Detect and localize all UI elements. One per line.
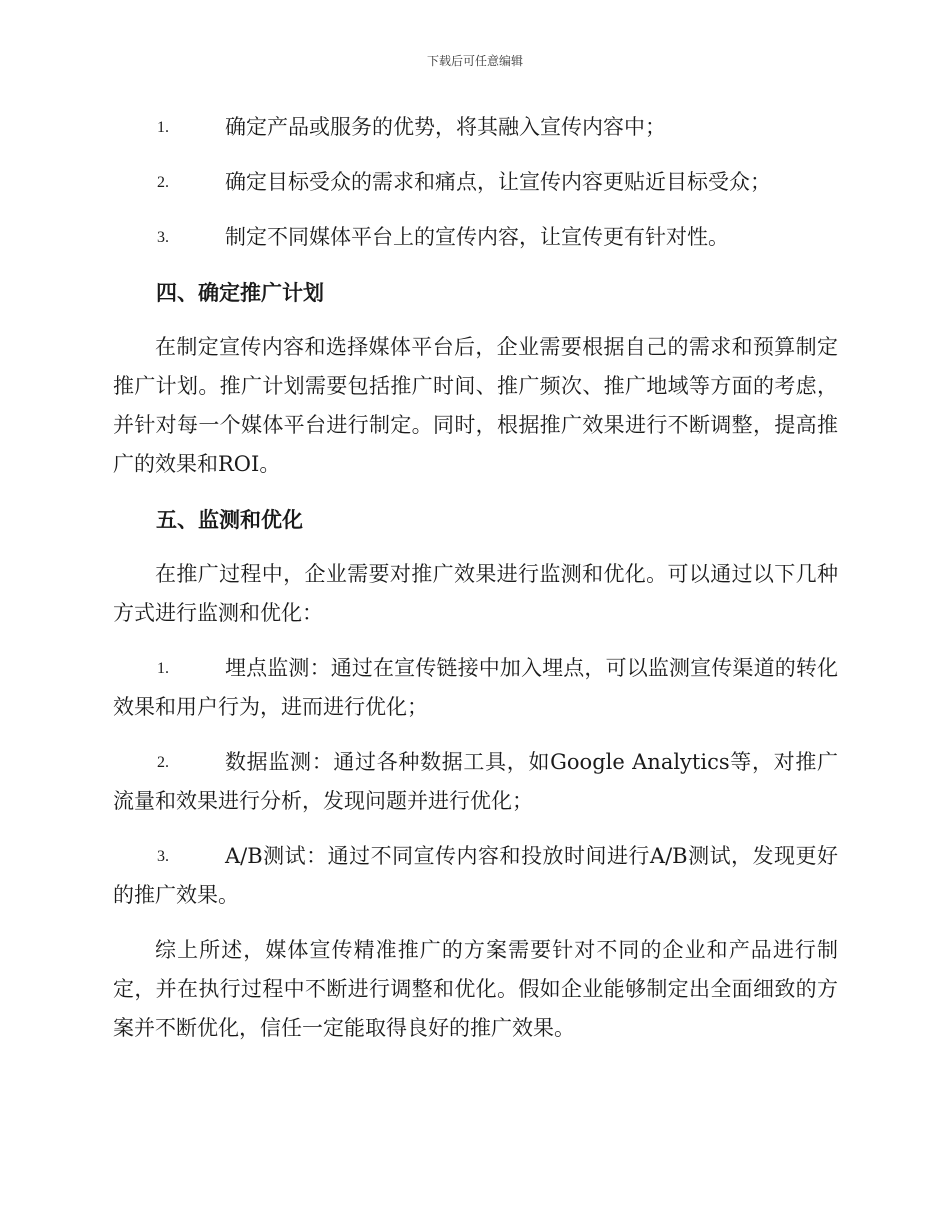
list-number: 1. [157,660,169,677]
list-item [113,743,838,821]
section-heading-monitoring: 五、监测和优化 [156,507,303,532]
list-text: 数据监测：通过各种数据工具，如Google Analytics等，对推广流量和效果进行分析，发现问题并进行优化； [113,750,838,813]
list-item [113,218,838,257]
page-header: 下载后可任意编辑 [426,54,523,68]
list-number: 2. [157,174,169,191]
list-text: 埋点监测：通过在宣传链接中加入埋点，可以监测宣传渠道的转化效果和用户行为，进而进行优化； [113,656,838,719]
list-item [113,649,838,727]
list-number: 2. [157,754,169,771]
list-item [113,837,838,915]
list-item [113,163,838,202]
list-text: 确定产品或服务的优势，将其融入宣传内容中； [225,115,666,139]
conclusion-paragraph: 综上所述，媒体宣传精准推广的方案需要针对不同的企业和产品进行制定，并在执行过程中不断进行调整和优化。假如企业能够制定出全面细致的方案并不断优化，信任一定能取得良好的推广效果。 [113,938,838,1040]
document-body [113,108,838,1064]
list-text: 确定目标受众的需求和痛点，让宣传内容更贴近目标受众； [225,170,771,194]
list-item [113,108,838,147]
section-heading-plan: 四、确定推广计划 [156,280,324,305]
list-text: A/B测试：通过不同宣传内容和投放时间进行A/B测试，发现更好的推广效果。 [113,844,838,907]
section-paragraph-plan: 在制定宣传内容和选择媒体平台后，企业需要根据自己的需求和预算制定推广计划。推广计划需要包括推广时间、推广频次、推广地域等方面的考虑，并针对每一个媒体平台进行制定。同时，根据推广效果进行不断调整，提高推广的效果和ROI。 [113,335,838,476]
list-number: 1. [157,119,169,136]
section-paragraph-monitoring: 在推广过程中，企业需要对推广效果进行监测和优化。可以通过以下几种方式进行监测和优化： [113,562,838,625]
list-text: 制定不同媒体平台上的宣传内容，让宣传更有针对性。 [225,225,729,249]
list-number: 3. [157,848,169,865]
list-number: 3. [157,229,169,246]
